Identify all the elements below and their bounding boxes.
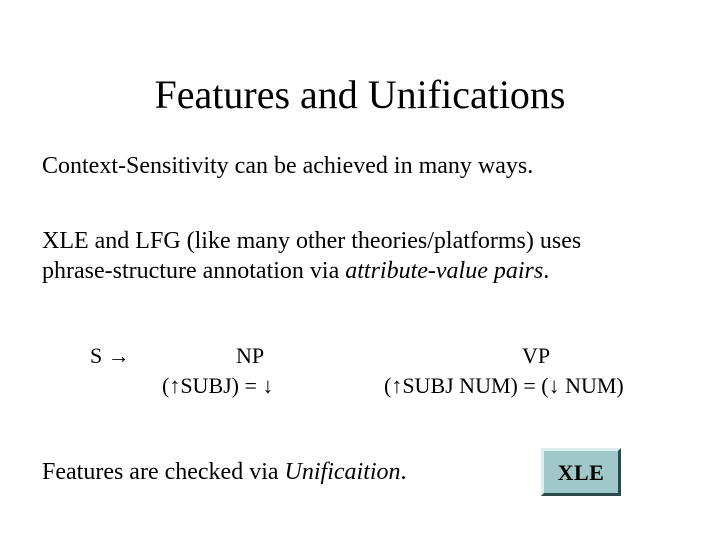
period: . (400, 459, 407, 485)
rule-vp-annotation: (↑SUBJ NUM) = (↓ NUM) (384, 373, 624, 398)
rule-vp-category: VP (522, 343, 551, 368)
rule-np-annotation: (↑SUBJ) = ↓ (162, 373, 274, 398)
paragraph-xle-lfg-line2 (42, 256, 549, 286)
period: . (543, 258, 550, 284)
xle-button-label: XLE (557, 460, 605, 485)
rule-lhs-symbol: S (90, 343, 103, 368)
unification-text: Features are checked via (42, 459, 285, 485)
paragraph-unification (42, 457, 407, 487)
rule-lhs (90, 342, 130, 370)
annotation-text: phrase-structure annotation via (42, 258, 346, 284)
attribute-value-pairs-emphasis: attribute-value pairs (345, 258, 544, 284)
rule-np-category: NP (236, 343, 265, 368)
paragraph-xle-lfg-line1: XLE and LFG (like many other theories/platforms) uses (42, 228, 582, 254)
paragraph-context-sensitivity: Context-Sensitivity can be achieved in many ways. (42, 153, 534, 179)
rewrite-arrow-icon: → (107, 343, 130, 368)
unificaition-emphasis: Unificaition (284, 459, 401, 485)
slide-title: Features and Unifications (154, 72, 566, 117)
xle-button[interactable] (541, 448, 621, 496)
